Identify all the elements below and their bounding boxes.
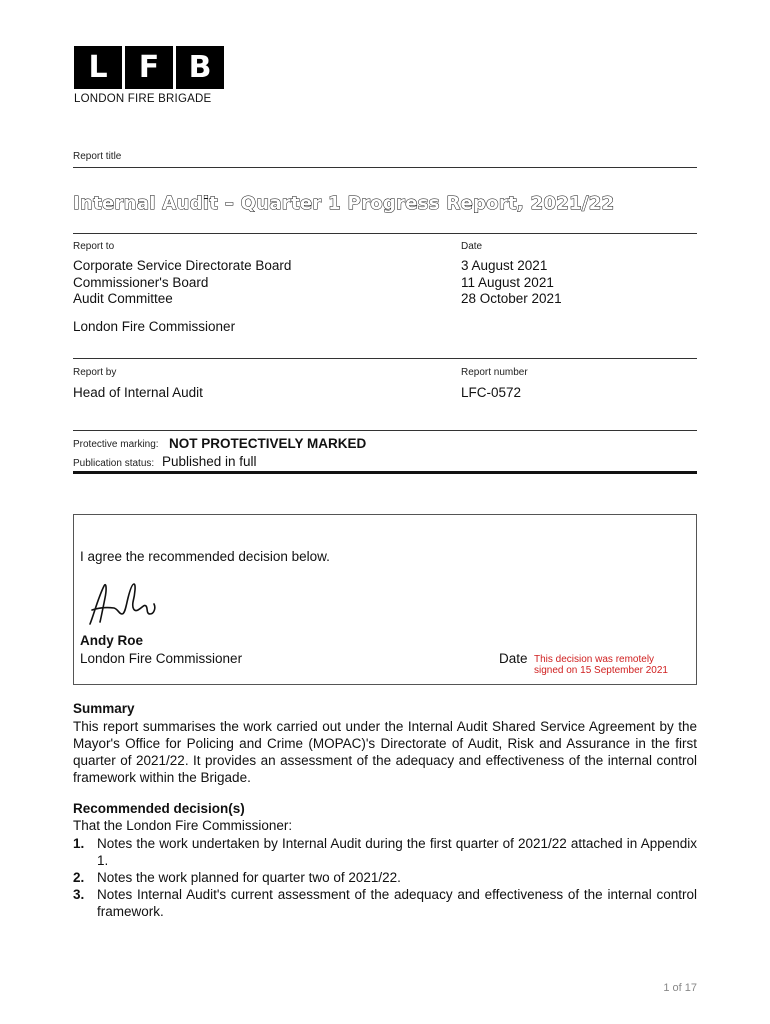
recipient-final: London Fire Commissioner: [73, 319, 236, 334]
logo-letter-l: L: [74, 46, 122, 89]
publication-status-label: Publication status:: [73, 458, 155, 469]
list-item: [73, 835, 697, 869]
report-to-list: [73, 258, 291, 308]
recipient: Commissioner's Board: [73, 274, 209, 290]
report-title: Internal Audit – Quarter 1 Progress Report, 2021/22: [73, 193, 615, 214]
list-item-text: Notes the work planned for quarter two of 2021/22.: [97, 870, 401, 885]
divider: [73, 167, 697, 168]
signatory-role: London Fire Commissioner: [80, 651, 243, 666]
date-list: [461, 258, 562, 308]
divider: [73, 358, 697, 359]
divider: [73, 471, 697, 474]
summary-body: This report summarises the work carried out under the Internal Audit Shared Service Agreement by the Mayor's Office for Policing and Crime (MOPAC)'s Directorate of Audit, Risk and Assurance in the first quarter of 2021/22. It provides an assessment of the adequacy and effectiveness of the internal control framework within the Brigade.: [73, 719, 697, 785]
report-number-value: LFC-0572: [461, 385, 522, 400]
protective-marking-value: NOT PROTECTIVELY MARKED: [169, 436, 367, 451]
summary-heading: Summary: [73, 701, 135, 716]
report-by-label: Report by: [73, 367, 117, 378]
report-to-label: Report to: [73, 241, 115, 252]
report-number-label: Report number: [461, 367, 528, 378]
list-item-text: Notes Internal Audit's current assessment of the adequacy and effectiveness of the internal control framework.: [97, 887, 697, 919]
date-value: 11 August 2021: [461, 274, 554, 290]
decision-date-label: Date: [499, 651, 528, 666]
recommended-heading: Recommended decision(s): [73, 801, 245, 816]
protective-marking-label: Protective marking:: [73, 439, 159, 450]
recommended-intro: That the London Fire Commissioner:: [73, 818, 293, 833]
logo-org-name: LONDON FIRE BRIGADE: [74, 93, 212, 105]
recommended-list: [73, 835, 697, 920]
date-value: 3 August 2021: [461, 258, 548, 273]
agree-text: I agree the recommended decision below.: [80, 549, 330, 564]
list-item: [73, 886, 697, 920]
list-item: [73, 869, 697, 886]
recipient: Corporate Service Directorate Board: [73, 258, 292, 273]
date-label: Date: [461, 241, 483, 252]
logo-letter-f: F: [125, 46, 173, 89]
remote-signature-note: This decision was remotely signed on 15 September 2021: [534, 654, 668, 676]
page-number: 1 of 17: [663, 982, 697, 994]
date-value: 28 October 2021: [461, 291, 562, 306]
signature-image: [84, 578, 160, 630]
recipient: Audit Committee: [73, 291, 173, 306]
list-item-number: 3.: [73, 887, 85, 902]
divider: [73, 233, 697, 234]
logo-letter-b: B: [176, 46, 224, 89]
lfb-logo: [74, 46, 224, 105]
publication-status-value: Published in full: [162, 454, 257, 469]
divider: [73, 430, 697, 431]
signatory-name: Andy Roe: [80, 633, 144, 648]
list-item-number: 1.: [73, 836, 85, 851]
report-title-label: Report title: [73, 151, 122, 162]
report-by-value: Head of Internal Audit: [73, 385, 203, 400]
list-item-text: Notes the work undertaken by Internal Audit during the first quarter of 2021/22 attached in Appendix 1.: [97, 836, 697, 868]
list-item-number: 2.: [73, 870, 85, 885]
